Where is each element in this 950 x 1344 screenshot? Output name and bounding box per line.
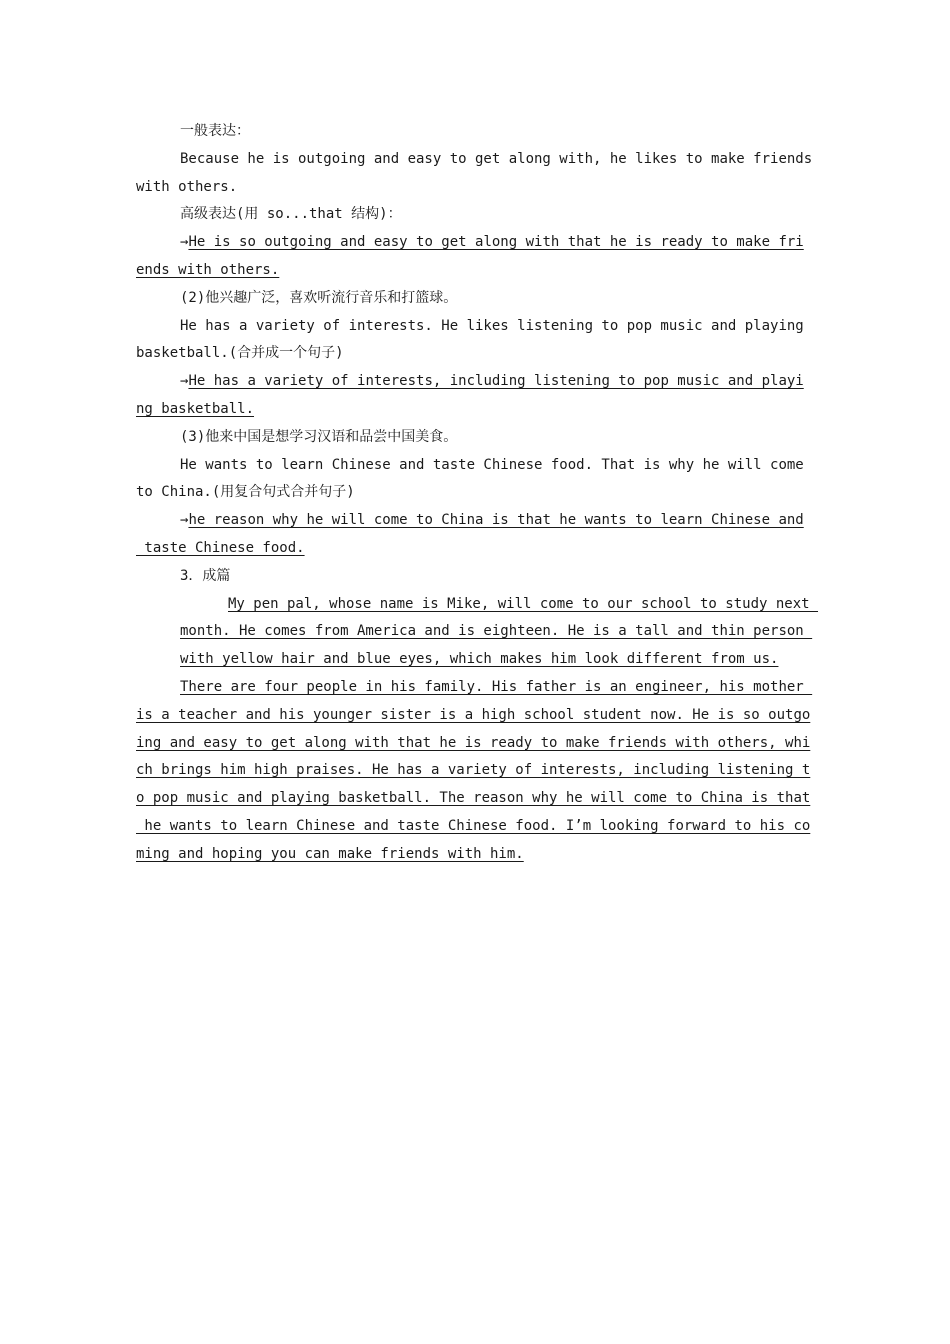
section-3-heading: 3．成篇 — [180, 567, 231, 584]
essay-para2-line-4 — [136, 757, 816, 785]
essay-text: ing and easy to get along with that he is ready to make friends with others, whi — [136, 734, 811, 751]
essay-text: o pop music and playing basketball. The reason why he will come to China is that — [136, 790, 811, 807]
essay-text: with yellow hair and blue eyes, which makes him look different from us. — [180, 651, 779, 668]
document-page — [136, 118, 819, 869]
essay-para1-line-2 — [136, 618, 816, 646]
item-3-english-line-2: to China.(用复合句式合并句子) — [136, 484, 355, 501]
common-expression-line-2: with others. — [136, 178, 238, 195]
essay-text: ming and hoping you can make friends with him. — [136, 845, 524, 862]
essay-text: There are four people in his family. His father is an engineer, his mother — [180, 678, 813, 695]
essay-text: My pen pal, whose name is Mike, will come to our school to study next — [228, 595, 819, 612]
essay-para1-line-3 — [136, 646, 816, 674]
answer-2-line-1 — [136, 368, 816, 396]
answer-1-line-2 — [136, 257, 816, 285]
answer-3-line-2 — [136, 535, 816, 563]
item-2-english-line-1: He has a variety of interests. He likes listening to pop music and playing — [180, 317, 804, 334]
item-2-chinese: (2)他兴趣广泛，喜欢听流行音乐和打篮球。 — [180, 289, 458, 306]
answer-3-text-a: he reason why he will come to China is that he wants to learn Chinese and — [188, 512, 804, 529]
essay-text: he wants to learn Chinese and taste Chinese food. I’m looking forward to his co — [136, 817, 811, 834]
common-expression-line-1: Because he is outgoing and easy to get along with, he likes to make friends — [180, 150, 813, 167]
essay-text: month. He comes from America and is eighteen. He is a tall and thin person — [180, 623, 813, 640]
answer-2-text-a: He has a variety of interests, including listening to pop music and playi — [188, 373, 804, 390]
answer-3-text-b: taste Chinese food. — [136, 539, 305, 556]
answer-3-line-1 — [136, 507, 816, 535]
answer-1-text-b: ends with others. — [136, 261, 280, 278]
item-2-english-line-2: basketball.(合并成一个句子) — [136, 345, 344, 362]
common-expression-label: 一般表达： — [180, 123, 250, 139]
advanced-expression-label: 高级表达(用 so...that 结构)： — [180, 206, 402, 223]
item-3-chinese: (3)他来中国是想学习汉语和品尝中国美食。 — [180, 428, 458, 445]
arrow-icon: → — [180, 512, 189, 529]
answer-2-line-2 — [136, 396, 816, 424]
essay-para2-line-3 — [136, 730, 816, 758]
essay-para2-line-7 — [136, 841, 816, 869]
arrow-icon: → — [180, 234, 189, 251]
item-3-english-line-1: He wants to learn Chinese and taste Chinese food. That is why he will come — [180, 456, 804, 473]
essay-text: ch brings him high praises. He has a variety of interests, including listening t — [136, 762, 811, 779]
answer-1-line-1 — [136, 229, 816, 257]
essay-para1-line-1 — [136, 591, 819, 619]
essay-para2-line-1 — [136, 674, 816, 702]
essay-text: is a teacher and his younger sister is a high school student now. He is so outgo — [136, 706, 811, 723]
essay-para2-line-2 — [136, 702, 816, 730]
essay-para2-line-5 — [136, 785, 816, 813]
answer-2-text-b: ng basketball. — [136, 400, 255, 417]
essay-para2-line-6 — [136, 813, 816, 841]
answer-1-text-a: He is so outgoing and easy to get along with that he is ready to make fri — [188, 234, 804, 251]
arrow-icon: → — [180, 373, 189, 390]
